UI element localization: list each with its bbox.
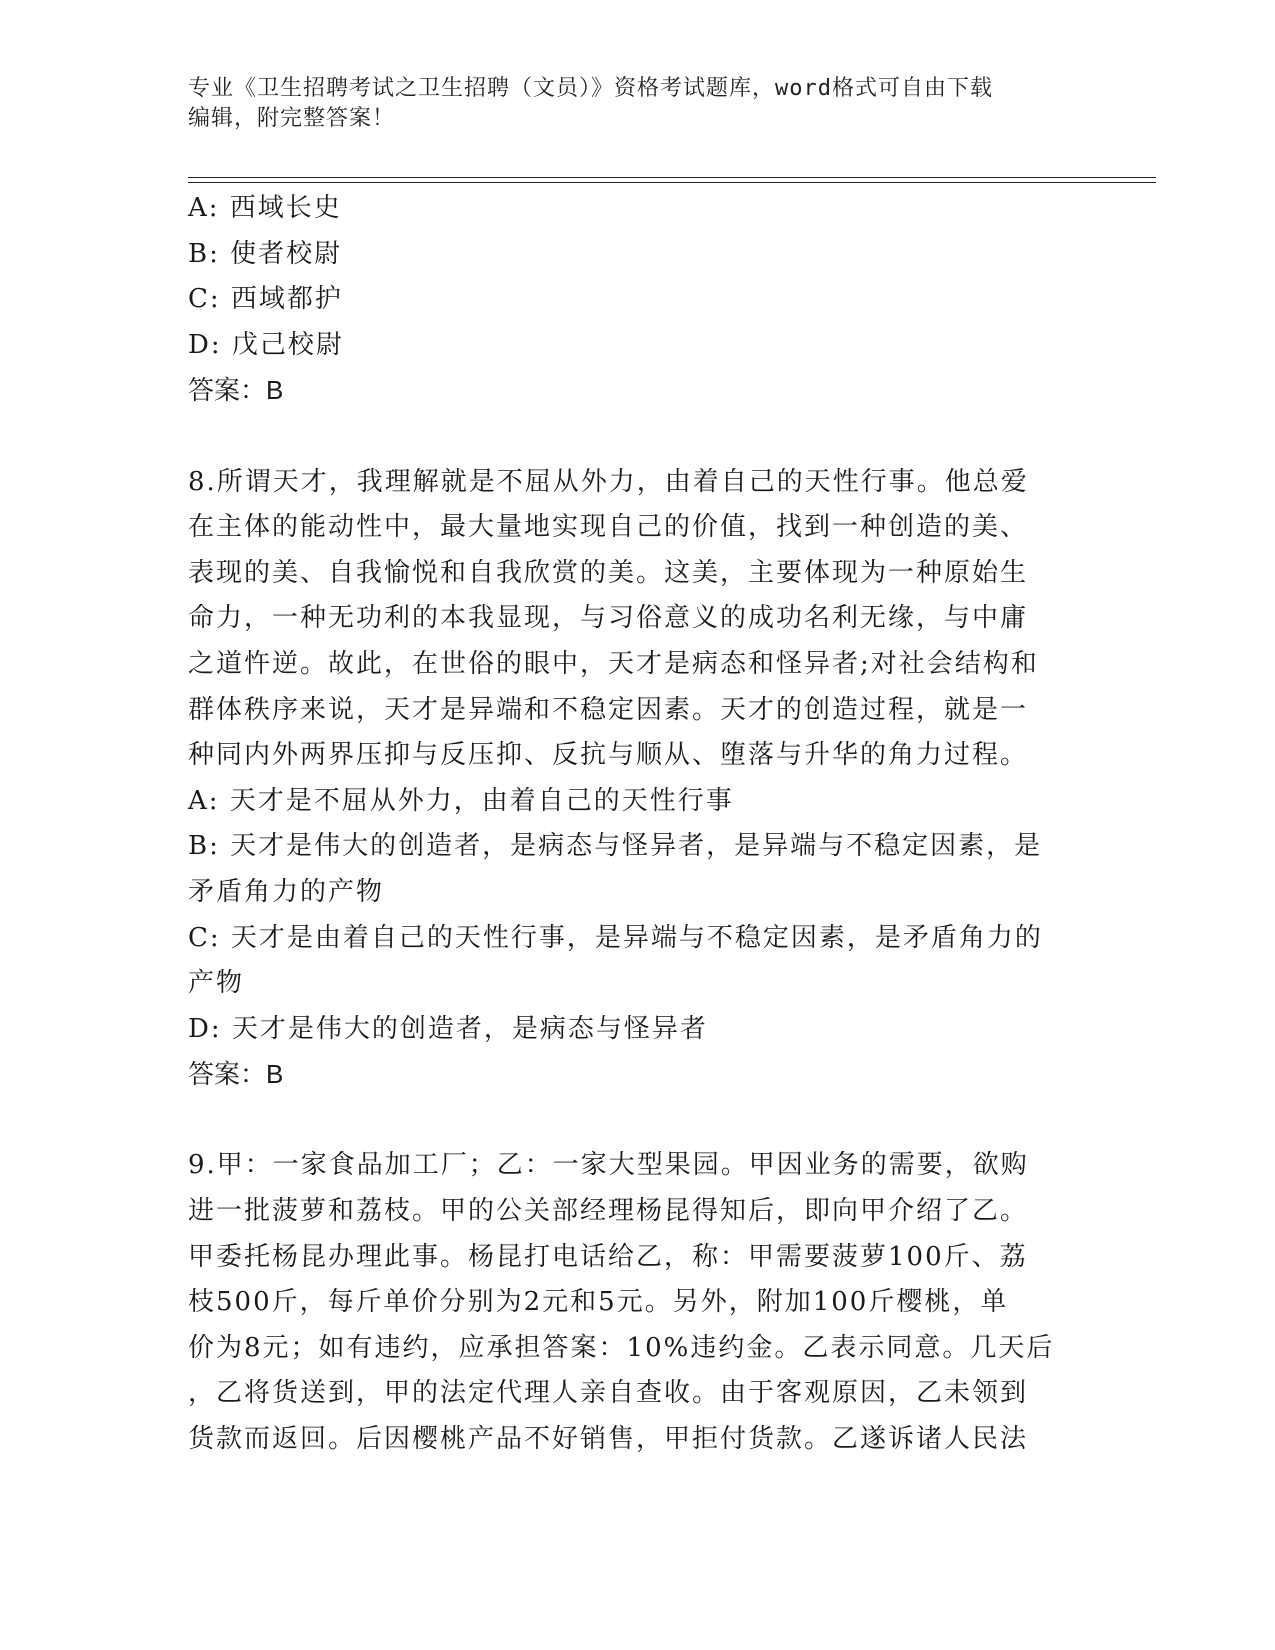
question-7-block: [188, 186, 1088, 414]
q7-answer: 答案：B: [188, 375, 284, 406]
q7-option-a: A: 西域长史: [188, 193, 342, 223]
q9-stem-line: 进一批菠萝和荔枝。甲的公关部经理杨昆得知后，即向甲介绍了乙。: [188, 1196, 1029, 1227]
spacer: [188, 414, 1088, 460]
header-divider-bottom: [188, 182, 1156, 183]
q8-option-c: C: 天才是由着自己的天性行事，是异端与不稳定因素，是矛盾角力的: [188, 922, 1043, 953]
q7-option-c: C: 西域都护: [188, 284, 343, 315]
header-line-2: 编辑，附完整答案！: [188, 106, 396, 131]
q8-option-b: B: 天才是伟大的创造者，是病态与怪异者，是异端与不稳定因素，是: [188, 831, 1043, 862]
q9-stem-line: 价为8元；如有违约，应承担答案：10%违约金。乙表示同意。几天后: [188, 1332, 1055, 1363]
q8-stem-line: 命力，一种无功利的本我显现，与习俗意义的成功名利无缘，与中庸: [188, 603, 1029, 634]
document-header: [188, 74, 1068, 134]
q9-stem-line: ，乙将货送到，甲的法定代理人亲自查收。由于客观原因，乙未领到: [188, 1378, 1029, 1409]
q7-option-d: D: 戊己校尉: [188, 329, 344, 360]
q8-option-d: D: 天才是伟大的创造者，是病态与怪异者: [188, 1013, 708, 1044]
header-line-1: 专业《卫生招聘考试之卫生招聘（文员）》资格考试题库，word格式可自由下载: [188, 76, 993, 101]
q8-option-b-cont: 矛盾角力的产物: [188, 876, 385, 907]
q8-stem-line: 表现的美、自我愉悦和自我欣赏的美。这美，主要体现为一种原始生: [188, 557, 1029, 588]
q7-option-b: B: 使者校尉: [188, 238, 343, 269]
q9-stem-line: 9.甲：一家食品加工厂；乙：一家大型果园。甲因业务的需要，欲购: [188, 1150, 1029, 1181]
q8-stem-line: 群体秩序来说，天才是异端和不稳定因素。天才的创造过程，就是一: [188, 694, 1029, 725]
q9-stem-line: 甲委托杨昆办理此事。杨昆打电话给乙，称：甲需要菠萝100斤、荔: [188, 1241, 1028, 1272]
header-divider-top: [188, 177, 1156, 178]
question-8-block: [188, 460, 1088, 1098]
q8-option-c-cont: 产物: [188, 968, 245, 999]
spacer: [188, 1098, 1088, 1144]
q8-stem-line: 之道忤逆。故此，在世俗的眼中，天才是病态和怪异者;对社会结构和: [188, 648, 1039, 679]
q9-stem-line: 枝500斤，每斤单价分别为2元和5元。另外，附加100斤樱桃，单: [188, 1287, 1009, 1318]
q8-stem-line: 在主体的能动性中，最大量地实现自己的价值，找到一种创造的美、: [188, 512, 1029, 543]
q8-stem-line: 8.所谓天才，我理解就是不屈从外力，由着自己的天性行事。他总爱: [188, 466, 1029, 497]
document-body: [188, 186, 1088, 1463]
question-9-block: [188, 1143, 1088, 1462]
q8-stem-line: 种同内外两界压抑与反压抑、反抗与顺从、堕落与升华的角力过程。: [188, 740, 1029, 771]
q9-stem-line: 货款而返回。后因樱桃产品不好销售，甲拒付货款。乙遂诉诸人民法: [188, 1424, 1029, 1455]
q8-option-a: A: 天才是不屈从外力，由着自己的天性行事: [188, 785, 734, 816]
q8-answer: 答案：B: [188, 1059, 284, 1090]
